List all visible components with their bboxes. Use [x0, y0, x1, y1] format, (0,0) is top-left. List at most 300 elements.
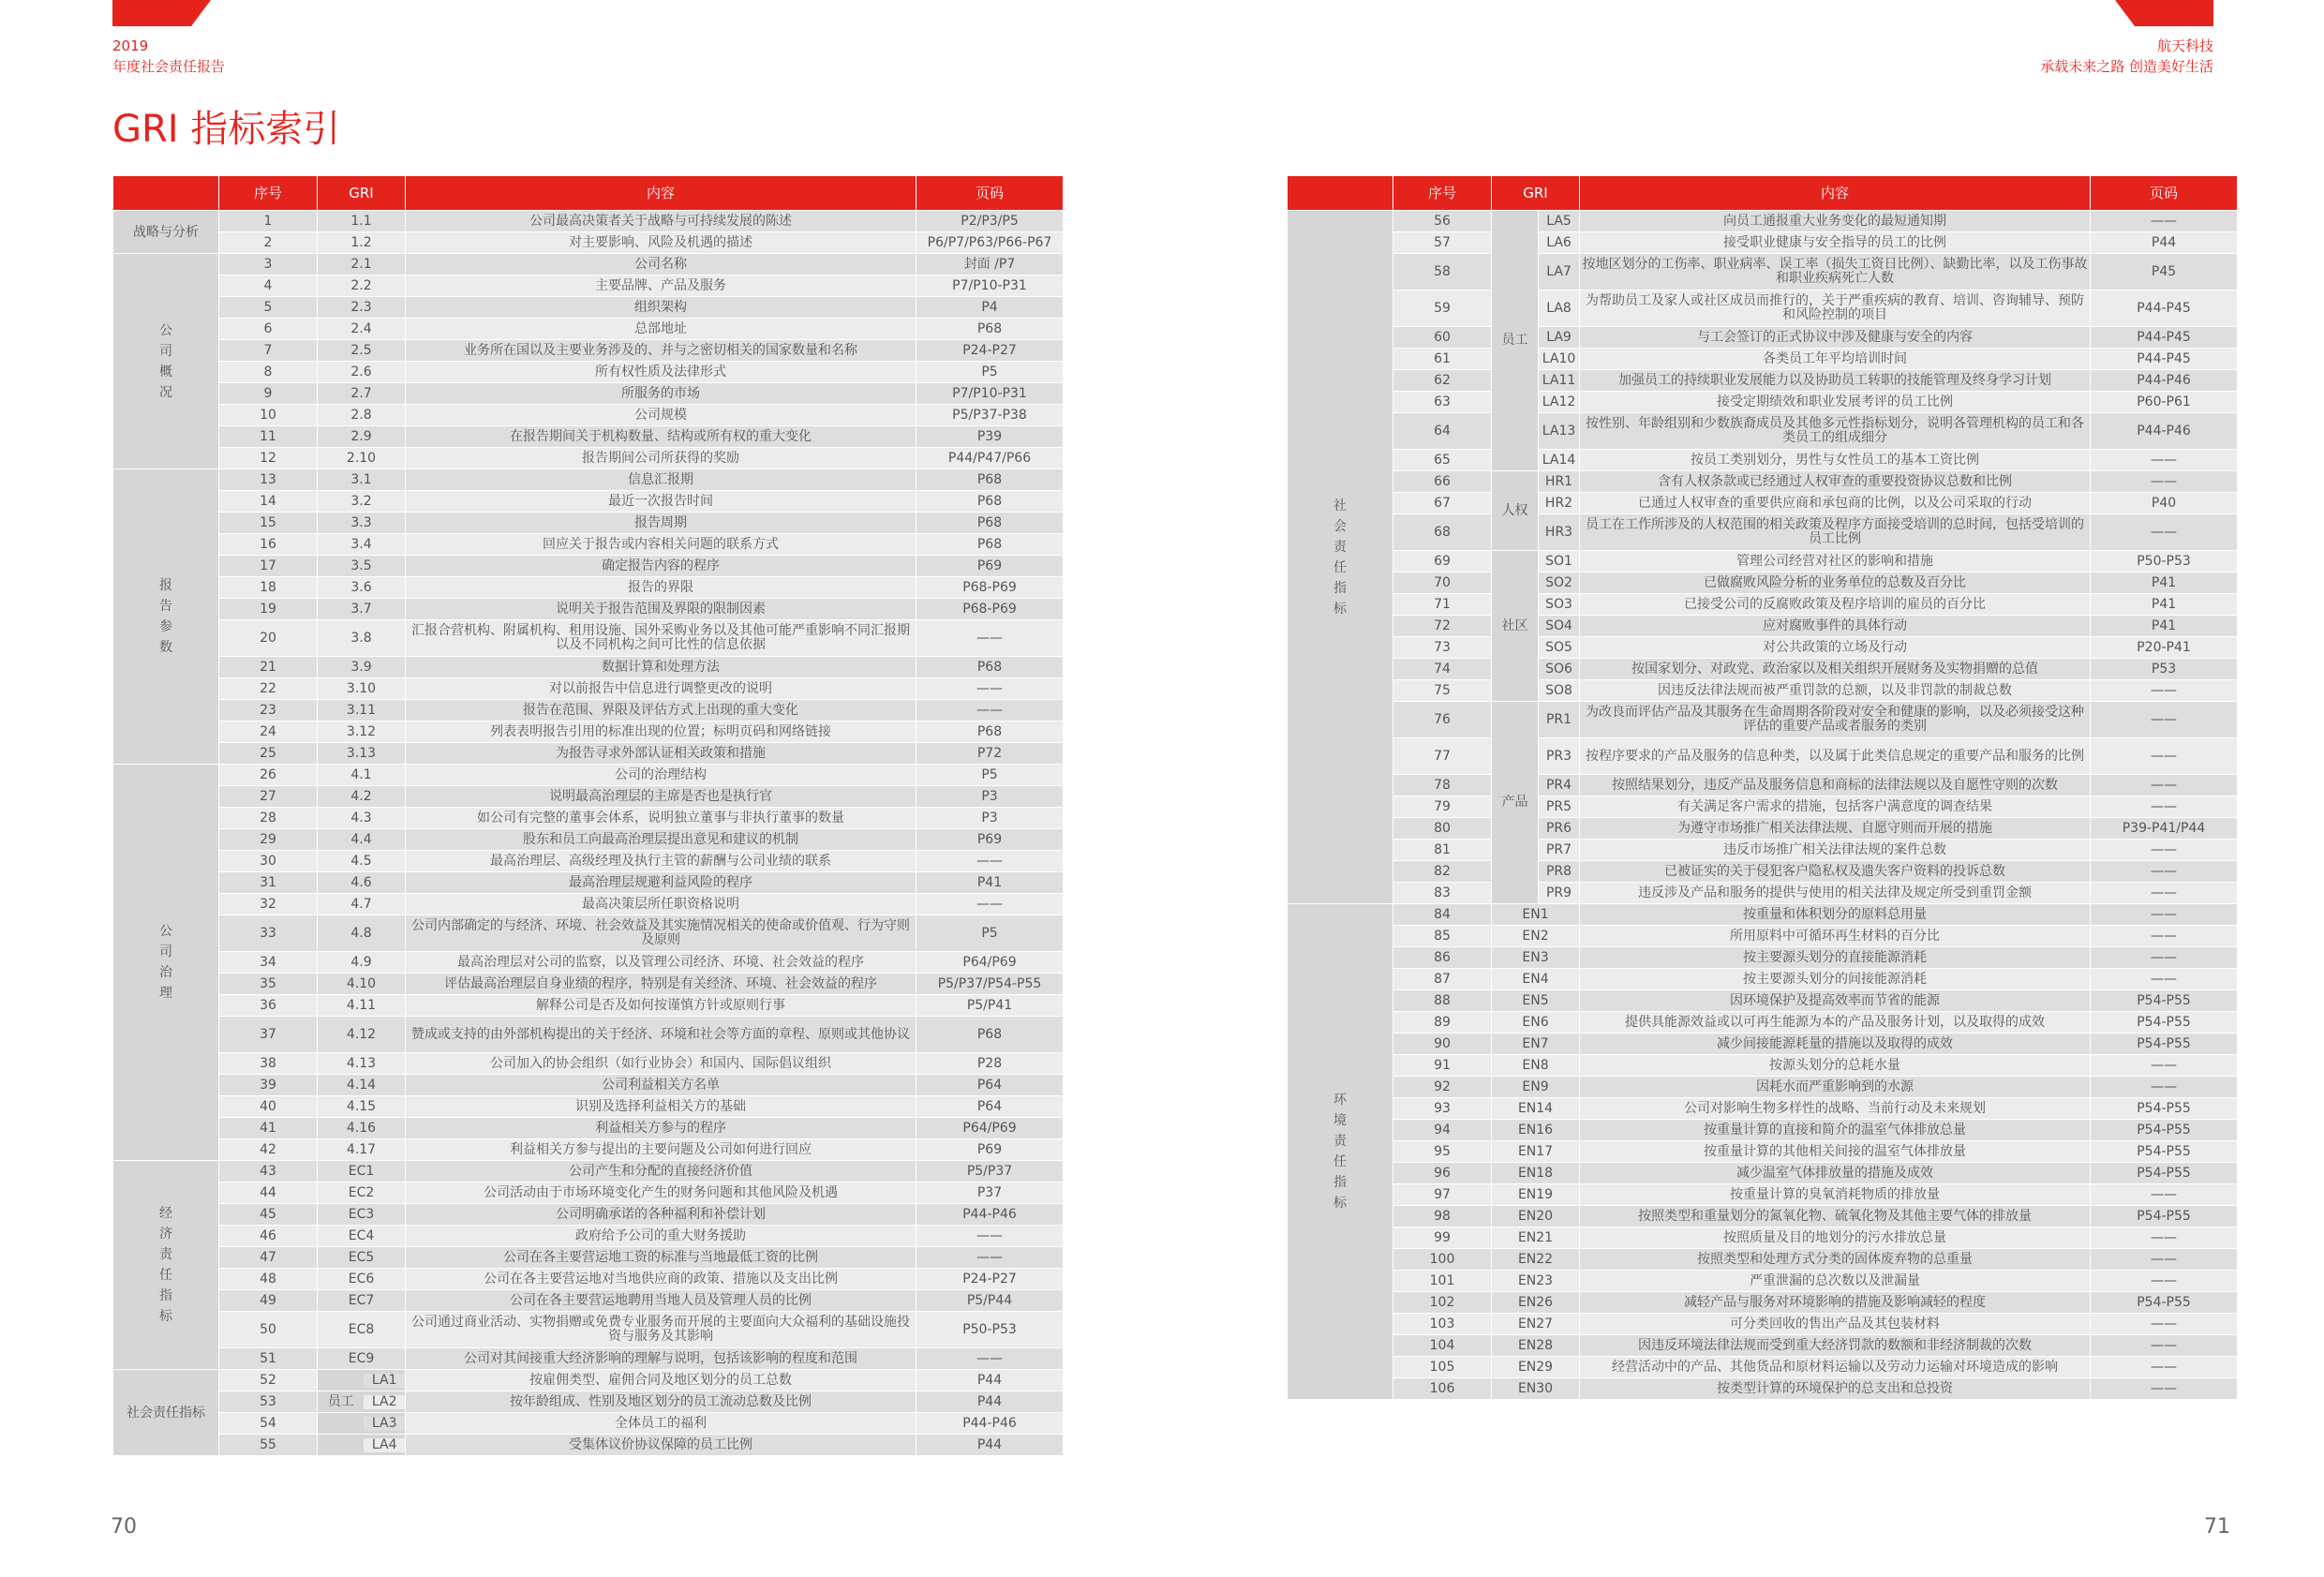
table-row [113, 1226, 1064, 1247]
header-right [2040, 36, 2213, 77]
seq-cell: 9 [219, 383, 318, 405]
table-row [1288, 680, 2238, 702]
content-cell: 减少温室气体排放量的措施及成效 [1580, 1163, 2091, 1184]
page-ref-cell: P68 [916, 657, 1064, 678]
gri-code-cell: 4.1 [318, 765, 406, 786]
seq-cell: 60 [1393, 327, 1492, 349]
gri-code: LA1 [364, 1374, 405, 1388]
gri-code-cell: EN2 [1492, 926, 1580, 947]
content-cell: 利益相关方参与提出的主要问题及公司如何进行回应 [406, 1139, 916, 1161]
table-header-row [113, 176, 1064, 211]
table-row [113, 1312, 1064, 1348]
page-ref-cell: P44/P47/P66 [916, 448, 1064, 469]
table-row [113, 1435, 1064, 1456]
table-row [113, 743, 1064, 765]
content-cell: 接受定期绩效和职业发展考评的员工比例 [1580, 392, 2091, 413]
category-cell [113, 765, 219, 1161]
page-ref-cell: P5/P37/P54-P55 [916, 974, 1064, 995]
gri-code-cell: PR5 [1539, 796, 1580, 818]
gri-code-cell: 2.6 [318, 362, 406, 383]
gri-code-cell: 3.4 [318, 534, 406, 556]
page-ref-cell: P68 [916, 491, 1064, 513]
table-row [1288, 327, 2238, 349]
seq-cell: 27 [219, 786, 318, 808]
content-cell: 按国家划分、对政党、政治家以及相关组织开展财务及实物捐赠的总值 [1580, 659, 2091, 680]
page-ref-cell: P50-P53 [916, 1312, 1064, 1348]
seq-cell: 78 [1393, 775, 1492, 796]
table-row [113, 577, 1064, 599]
seq-cell: 8 [219, 362, 318, 383]
gri-code-cell: EN20 [1492, 1206, 1580, 1227]
content-cell: 按年龄组成、性别及地区划分的员工流动总数及比例 [406, 1391, 916, 1413]
seq-cell: 100 [1393, 1249, 1492, 1271]
gri-code-cell: SO2 [1539, 573, 1580, 594]
page-ref-cell: P54-P55 [2091, 1163, 2238, 1184]
page-ref-cell: P54-P55 [2091, 1120, 2238, 1141]
page-ref-cell: —— [2091, 1184, 2238, 1206]
seq-cell: 95 [1393, 1141, 1492, 1163]
content-cell: 与工会签订的正式协议中涉及健康与安全的内容 [1580, 327, 2091, 349]
seq-cell: 102 [1393, 1292, 1492, 1314]
header-seq: 序号 [1393, 176, 1492, 211]
page-ref-cell: 封面 /P7 [916, 254, 1064, 275]
content-cell: 因耗水而严重影响到的水源 [1580, 1077, 2091, 1098]
table-row [113, 1348, 1064, 1370]
page-ref-cell: P44-P46 [916, 1204, 1064, 1226]
gri-code-cell: PR6 [1539, 818, 1580, 840]
header-page: 页码 [916, 176, 1064, 211]
table-row [113, 765, 1064, 786]
seq-cell: 81 [1393, 840, 1492, 861]
gri-code-cell: PR4 [1539, 775, 1580, 796]
table-row [113, 534, 1064, 556]
content-cell: 回应关于报告或内容相关问题的联系方式 [406, 534, 916, 556]
content-cell: 业务所在国以及主要业务涉及的、并与之密切相关的国家数量和名称 [406, 340, 916, 362]
gri-code-cell: 3.13 [318, 743, 406, 765]
gri-code-cell: EN23 [1492, 1271, 1580, 1292]
content-cell: 按主要源头划分的直接能源消耗 [1580, 947, 2091, 969]
gri-code-cell: 3.1 [318, 469, 406, 491]
seq-cell: 90 [1393, 1034, 1492, 1055]
page-ref-cell: P44-P45 [2091, 349, 2238, 370]
content-cell: 公司通过商业活动、实物捐赠或免费专业服务而开展的主要面向大众福利的基础设施投资与服务及其影响 [406, 1312, 916, 1348]
gri-code-cell: 4.15 [318, 1096, 406, 1118]
content-cell: 公司在各主要营运地对当地供应商的政策、措施以及支出比例 [406, 1269, 916, 1290]
page-ref-cell: —— [2091, 904, 2238, 926]
seq-cell: 34 [219, 952, 318, 974]
gri-code-cell: LA8 [1539, 290, 1580, 327]
content-cell: 应对腐败事件的具体行动 [1580, 616, 2091, 637]
page-ref-cell: —— [2091, 947, 2238, 969]
page-ref-cell: P54-P55 [2091, 1034, 2238, 1055]
table-row [113, 1269, 1064, 1290]
seq-cell: 76 [1393, 702, 1492, 738]
content-cell: 公司内部确定的与经济、环境、社会效益及其实施情况相关的使命或价值观、行为守则及原则 [406, 915, 916, 952]
sub-category-label [318, 1374, 364, 1388]
seq-cell: 40 [219, 1096, 318, 1118]
page-ref-cell: P39 [916, 426, 1064, 448]
page-ref-cell: P24-P27 [916, 1269, 1064, 1290]
table-row [1288, 1141, 2238, 1163]
content-cell: 经营活动中的产品、其他货品和原材料运输以及劳动力运输对环境造成的影响 [1580, 1357, 2091, 1378]
table-row [1288, 1271, 2238, 1292]
category-label: 环境责任指标 [1333, 1093, 1347, 1211]
content-cell: 已接受公司的反腐败政策及程序培训的雇员的百分比 [1580, 594, 2091, 616]
content-cell: 按地区划分的工伤率、职业病率、误工率（损失工资日比例）、缺勤比率，以及工伤事故和职业疾病死亡人数 [1580, 254, 2091, 290]
page-ref-cell: P41 [2091, 616, 2238, 637]
category-label: 战略与分析 [133, 224, 199, 240]
page-ref-cell: —— [2091, 796, 2238, 818]
table-row [113, 974, 1064, 995]
table-row [1288, 413, 2238, 450]
page-ref-cell: P44-P46 [916, 1413, 1064, 1435]
gri-code-cell: EN21 [1492, 1227, 1580, 1249]
content-cell: 减少间接能源耗量的措施以及取得的成效 [1580, 1034, 2091, 1055]
page-ref-cell: P41 [2091, 573, 2238, 594]
page-ref-cell: —— [916, 851, 1064, 872]
content-cell: 公司加入的协会组织（如行业协会）和国内、国际倡议组织 [406, 1053, 916, 1075]
content-cell: 所有权性质及法律形式 [406, 362, 916, 383]
page-ref-cell: P44 [916, 1391, 1064, 1413]
gri-code-cell [318, 1391, 406, 1413]
seq-cell: 20 [219, 620, 318, 657]
gri-code-cell: 2.7 [318, 383, 406, 405]
page-ref-cell: P5 [916, 765, 1064, 786]
header-gri: GRI [1492, 176, 1580, 211]
gri-code-cell [318, 1435, 406, 1456]
table-row [113, 1096, 1064, 1118]
report-name: 年度社会责任报告 [112, 58, 226, 75]
seq-cell: 79 [1393, 796, 1492, 818]
seq-cell: 66 [1393, 471, 1492, 493]
content-cell: 按程序要求的产品及服务的信息种类，以及属于此类信息规定的重要产品和服务的比例 [1580, 738, 2091, 775]
sub-category-label: 员工 [327, 1393, 354, 1409]
table-row [113, 254, 1064, 275]
gri-code-cell: 3.2 [318, 491, 406, 513]
gri-code-cell: 4.6 [318, 872, 406, 894]
content-cell: 可分类回收的售出产品及其包装材料 [1580, 1314, 2091, 1335]
content-cell: 最高决策层所任职资格说明 [406, 894, 916, 915]
table-row [113, 872, 1064, 894]
table-row [1288, 349, 2238, 370]
gri-code-cell: 4.14 [318, 1075, 406, 1096]
seq-cell: 88 [1393, 990, 1492, 1012]
gri-code-cell: 3.8 [318, 620, 406, 657]
seq-cell: 69 [1393, 551, 1492, 573]
table-row [113, 1053, 1064, 1075]
gri-code-cell: PR1 [1539, 702, 1580, 738]
content-cell: 公司产生和分配的直接经济价值 [406, 1161, 916, 1183]
table-row [1288, 659, 2238, 680]
seq-cell: 104 [1393, 1335, 1492, 1357]
sub-category-label [318, 1417, 364, 1431]
table-row [1288, 471, 2238, 493]
content-cell: 受集体议价协议保障的员工比例 [406, 1435, 916, 1456]
content-cell: 公司在各主要营运地聘用当地人员及管理人员的比例 [406, 1290, 916, 1312]
seq-cell: 45 [219, 1204, 318, 1226]
gri-code-cell: EN14 [1492, 1098, 1580, 1120]
page-ref-cell: P44 [916, 1435, 1064, 1456]
seq-cell: 68 [1393, 514, 1492, 551]
gri-index-table-right [1287, 175, 2238, 1400]
content-cell: 报告的界限 [406, 577, 916, 599]
table-row [1288, 290, 2238, 327]
content-cell: 所服务的市场 [406, 383, 916, 405]
page-ref-cell: —— [916, 1348, 1064, 1370]
gri-code-cell: HR2 [1539, 493, 1580, 514]
page-ref-cell: P5/P44 [916, 1290, 1064, 1312]
content-cell: 公司最高决策者关于战略与可持续发展的陈述 [406, 211, 916, 232]
seq-cell: 3 [219, 254, 318, 275]
seq-cell: 85 [1393, 926, 1492, 947]
page-ref-cell: P44-P46 [2091, 370, 2238, 392]
category-label: 报告参数 [159, 578, 172, 655]
page-number-right: 71 [2204, 1515, 2230, 1539]
table-row [113, 995, 1064, 1017]
page-ref-cell: P54-P55 [2091, 1098, 2238, 1120]
content-cell: 确定报告内容的程序 [406, 556, 916, 577]
page-ref-cell: P6/P7/P63/P66-P67 [916, 232, 1064, 254]
table-row [113, 1017, 1064, 1053]
page-ref-cell: P69 [916, 829, 1064, 851]
page-ref-cell: —— [2091, 1335, 2238, 1357]
content-cell: 最近一次报告时间 [406, 491, 916, 513]
page-ref-cell: P41 [916, 872, 1064, 894]
table-row [1288, 904, 2238, 926]
table-row [113, 620, 1064, 657]
table-row [113, 232, 1064, 254]
gri-code-cell: 4.8 [318, 915, 406, 952]
seq-cell: 28 [219, 808, 318, 829]
table-row [113, 211, 1064, 232]
page-ref-cell: —— [2091, 450, 2238, 471]
gri-code-cell: EN3 [1492, 947, 1580, 969]
seq-cell: 22 [219, 678, 318, 700]
page-ref-cell: P53 [2091, 659, 2238, 680]
seq-cell: 106 [1393, 1378, 1492, 1400]
table-row [113, 1183, 1064, 1204]
gri-code-cell: 3.7 [318, 599, 406, 620]
content-cell: 公司名称 [406, 254, 916, 275]
seq-cell: 32 [219, 894, 318, 915]
table-row [1288, 370, 2238, 392]
gri-code-cell: 4.13 [318, 1053, 406, 1075]
seq-cell: 87 [1393, 969, 1492, 990]
page-ref-cell: P5/P37 [916, 1161, 1064, 1183]
page-ref-cell: —— [2091, 471, 2238, 493]
seq-cell: 43 [219, 1161, 318, 1183]
gri-code-cell: EC5 [318, 1247, 406, 1269]
table-row [113, 297, 1064, 319]
seq-cell: 31 [219, 872, 318, 894]
header-accent-tab-right [2115, 0, 2213, 26]
content-cell: 评估最高治理层自身业绩的程序，特别是有关经济、环境、社会效益的程序 [406, 974, 916, 995]
gri-code-cell: 3.12 [318, 722, 406, 743]
seq-cell: 25 [219, 743, 318, 765]
content-cell: 已被证实的关于侵犯客户隐私权及遗失客户资料的投诉总数 [1580, 861, 2091, 883]
content-cell: 按雇佣类型、雇佣合同及地区划分的员工总数 [406, 1370, 916, 1391]
gri-code-cell: EC6 [318, 1269, 406, 1290]
page-ref-cell: —— [2091, 680, 2238, 702]
seq-cell: 48 [219, 1269, 318, 1290]
seq-cell: 91 [1393, 1055, 1492, 1077]
page-ref-cell: —— [2091, 1055, 2238, 1077]
table-row [1288, 947, 2238, 969]
category-label: 经济责任指标 [159, 1206, 172, 1324]
gri-code-cell: EN22 [1492, 1249, 1580, 1271]
page-ref-cell: P69 [916, 556, 1064, 577]
content-cell: 因环境保护及提高效率而节省的能源 [1580, 990, 2091, 1012]
table-row [113, 340, 1064, 362]
seq-cell: 13 [219, 469, 318, 491]
table-row [1288, 861, 2238, 883]
seq-cell: 33 [219, 915, 318, 952]
seq-cell: 101 [1393, 1271, 1492, 1292]
table-row [113, 829, 1064, 851]
gri-code: LA3 [364, 1417, 405, 1431]
content-cell: 主要品牌、产品及服务 [406, 275, 916, 297]
content-cell: 为报告寻求外部认证相关政策和措施 [406, 743, 916, 765]
page-ref-cell: P68 [916, 534, 1064, 556]
content-cell: 公司明确承诺的各种福利和补偿计划 [406, 1204, 916, 1226]
page-title: GRI 指标索引 [112, 108, 341, 151]
page-ref-cell: P28 [916, 1053, 1064, 1075]
content-cell: 违反涉及产品和服务的提供与使用的相关法律及规定所受到重罚金额 [1580, 883, 2091, 904]
gri-code-cell: EN27 [1492, 1314, 1580, 1335]
page-ref-cell: P41 [2091, 594, 2238, 616]
gri-code-cell: EN26 [1492, 1292, 1580, 1314]
gri-code-cell: LA6 [1539, 232, 1580, 254]
header-category [113, 176, 219, 211]
content-cell: 按重量计算的直接和简介的温室气体排放总量 [1580, 1120, 2091, 1141]
gri-code-cell: 4.7 [318, 894, 406, 915]
table-row [1288, 392, 2238, 413]
gri-code-cell: EC9 [318, 1348, 406, 1370]
gri-code-cell: 3.3 [318, 513, 406, 534]
gri-code-cell: LA9 [1539, 327, 1580, 349]
page-ref-cell: P68-P69 [916, 577, 1064, 599]
gri-code-cell: PR7 [1539, 840, 1580, 861]
content-cell: 在报告期间关于机构数量、结构或所有权的重大变化 [406, 426, 916, 448]
table-row [1288, 738, 2238, 775]
seq-cell: 59 [1393, 290, 1492, 327]
content-cell: 报告在范围、界限及评估方式上出现的重大变化 [406, 700, 916, 722]
page-ref-cell: P45 [2091, 254, 2238, 290]
table-row [1288, 1163, 2238, 1184]
content-cell: 对主要影响、风险及机遇的描述 [406, 232, 916, 254]
page-ref-cell: —— [2091, 1357, 2238, 1378]
seq-cell: 44 [219, 1183, 318, 1204]
content-cell: 按重量和体积划分的原料总用量 [1580, 904, 2091, 926]
table-row [1288, 1012, 2238, 1034]
category-cell [113, 1161, 219, 1370]
page-ref-cell: —— [2091, 1249, 2238, 1271]
header-content: 内容 [406, 176, 916, 211]
gri-code-cell: EC1 [318, 1161, 406, 1183]
content-cell: 按员工类别划分，男性与女性员工的基本工资比例 [1580, 450, 2091, 471]
seq-cell: 11 [219, 426, 318, 448]
page-ref-cell: P64 [916, 1075, 1064, 1096]
page-ref-cell: P64 [916, 1096, 1064, 1118]
gri-code-cell: LA5 [1539, 211, 1580, 232]
table-row [1288, 493, 2238, 514]
content-cell: 有关满足客户需求的措施，包括客户满意度的调查结果 [1580, 796, 2091, 818]
seq-cell: 37 [219, 1017, 318, 1053]
table-row [1288, 1335, 2238, 1357]
table-row [113, 786, 1064, 808]
header-left [112, 36, 225, 77]
table-row [113, 1139, 1064, 1161]
page-ref-cell: P68 [916, 722, 1064, 743]
page-ref-cell: P44-P46 [2091, 413, 2238, 450]
page-ref-cell: P68 [916, 319, 1064, 340]
gri-code-cell: LA14 [1539, 450, 1580, 471]
seq-cell: 55 [219, 1435, 318, 1456]
table-row [113, 851, 1064, 872]
gri-code-cell: LA11 [1539, 370, 1580, 392]
table-row [1288, 254, 2238, 290]
content-cell: 为改良而评估产品及其服务在生命周期各阶段对安全和健康的影响，以及必须接受这种评估的重要产品或者服务的类别 [1580, 702, 2091, 738]
table-row [1288, 1227, 2238, 1249]
table-row [113, 513, 1064, 534]
sub-category-cell: 社区 [1492, 551, 1539, 702]
table-row [1288, 211, 2238, 232]
page-ref-cell: —— [2091, 861, 2238, 883]
content-cell: 公司活动由于市场环境变化产生的财务问题和其他风险及机遇 [406, 1183, 916, 1204]
gri-code-cell: EC2 [318, 1183, 406, 1204]
seq-cell: 58 [1393, 254, 1492, 290]
table-row [1288, 573, 2238, 594]
seq-cell: 21 [219, 657, 318, 678]
page-ref-cell: —— [916, 678, 1064, 700]
gri-code-cell: SO1 [1539, 551, 1580, 573]
gri-code-cell: LA13 [1539, 413, 1580, 450]
seq-cell: 4 [219, 275, 318, 297]
page-ref-cell: P54-P55 [2091, 1206, 2238, 1227]
table-row [113, 700, 1064, 722]
seq-cell: 52 [219, 1370, 318, 1391]
table-row [113, 1075, 1064, 1096]
table-row [113, 426, 1064, 448]
page-ref-cell: P4 [916, 297, 1064, 319]
seq-cell: 1 [219, 211, 318, 232]
gri-code-cell: HR1 [1539, 471, 1580, 493]
seq-cell: 70 [1393, 573, 1492, 594]
category-cell [1288, 211, 1393, 904]
content-cell: 提供具能源效益或以可再生能源为本的产品及服务计划，以及取得的成效 [1580, 1012, 2091, 1034]
gri-index-table-left [112, 175, 1064, 1456]
seq-cell: 50 [219, 1312, 318, 1348]
gri-code-cell: 4.9 [318, 952, 406, 974]
page-ref-cell: P5/P41 [916, 995, 1064, 1017]
seq-cell: 6 [219, 319, 318, 340]
page-ref-cell: —— [2091, 969, 2238, 990]
content-cell: 员工在工作所涉及的人权范围的相关政策及程序方面接受培训的总时间，包括受培训的员工比例 [1580, 514, 2091, 551]
page-ref-cell: P3 [916, 808, 1064, 829]
seq-cell: 14 [219, 491, 318, 513]
content-cell: 公司规模 [406, 405, 916, 426]
content-cell: 管理公司经营对社区的影响和措施 [1580, 551, 2091, 573]
gri-code: LA2 [364, 1395, 405, 1409]
table-row [1288, 1249, 2238, 1271]
content-cell: 赞成或支持的由外部机构提出的关于经济、环境和社会等方面的章程、原则或其他协议 [406, 1017, 916, 1053]
table-row [113, 319, 1064, 340]
content-cell: 对公共政策的立场及行动 [1580, 637, 2091, 659]
seq-cell: 29 [219, 829, 318, 851]
content-cell: 违反市场推广相关法律法规的案件总数 [1580, 840, 2091, 861]
seq-cell: 65 [1393, 450, 1492, 471]
table-row [1288, 1314, 2238, 1335]
